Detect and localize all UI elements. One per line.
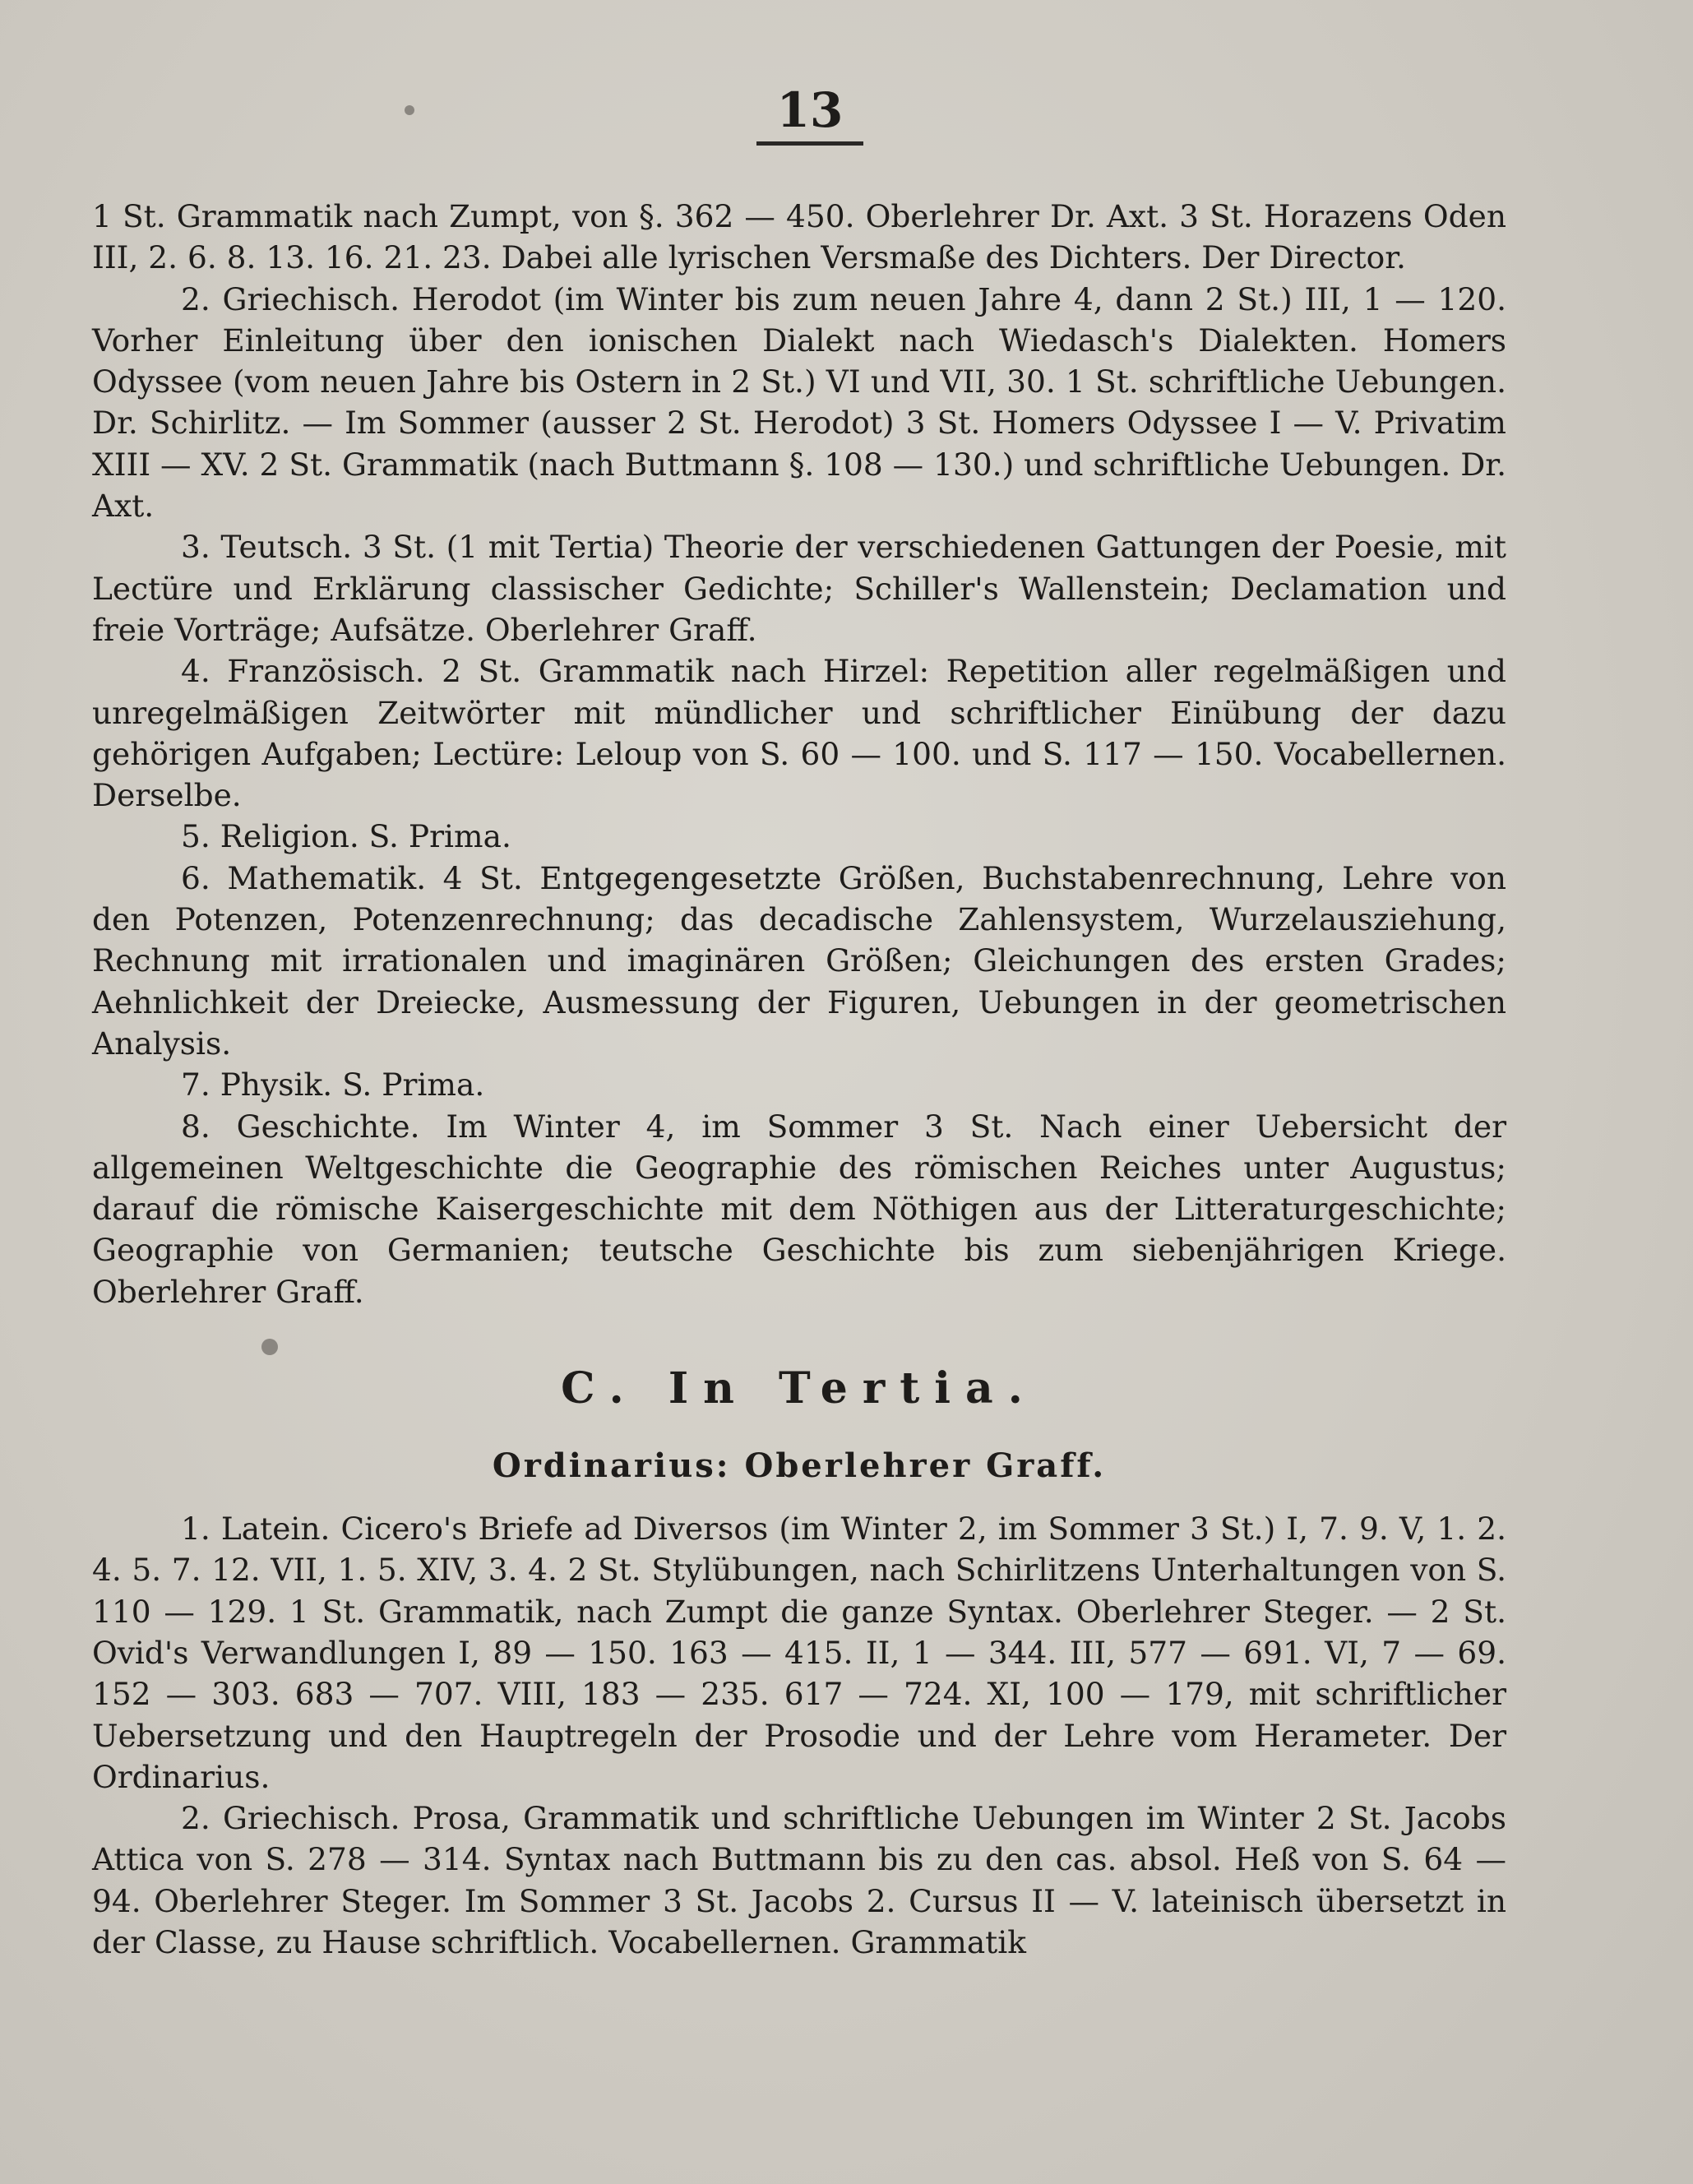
page-number: 13 (756, 82, 863, 146)
paragraph-latin-grammar: 1 St. Grammatik nach Zumpt, von §. 362 — 450. Oberlehrer Dr. Axt. 3 St. Horazens Oden III, 2. 6. 8. 13. 16. 21. 23. Dabei alle lyrischen Versmaße des Dichters. Der Director. (92, 198, 1506, 276)
body-text (92, 196, 1506, 1963)
paragraph-franzoesisch: 4. Französisch. 2 St. Grammatik nach Hirzel: Repetition aller regelmäßigen und unregelmäßigen Zeitwörter mit mündlicher und schriftlicher Einübung der dazu gehörigen Aufgaben; Lectüre: Leloup von S. 60 — 100. und S. 117 — 150. Vocabellernen. Derselbe. (92, 653, 1506, 814)
paragraph-geschichte: 8. Geschichte. Im Winter 4, im Sommer 3 St. Nach einer Uebersicht der allgemeinen Weltgeschichte die Geographie des römischen Reiches unter Augustus; darauf die römische Kaisergeschichte mit dem Nöthigen aus der Litteraturgeschichte; Geographie von Germanien; teutsche Geschichte bis zum siebenjährigen Kriege. Oberlehrer Graff. (92, 1108, 1506, 1310)
section-subheading: Ordinarius: Oberlehrer Graff. (492, 1446, 1107, 1486)
paragraph-teutsch: 3. Teutsch. 3 St. (1 mit Tertia) Theorie der verschiedenen Gattungen der Poesie, mit Lectüre und Erklärung classischer Gedichte; Schiller's Wallenstein; Declamation und freie Vorträge; Aufsätze. Oberlehrer Graff. (92, 529, 1506, 648)
paragraph-religion: 5. Religion. S. Prima. (181, 818, 511, 855)
paragraph-latein-tertia: 1. Latein. Cicero's Briefe ad Diversos (im Winter 2, im Sommer 3 St.) I, 7. 9. V, 1. 2. 4. 5. 7. 12. VII, 1. 5. XIV, 3. 4. 2 St. Stylübungen, nach Schirlitzens Unterhaltungen von S. 110 — 129. 1 St. Grammatik, nach Zumpt die ganze Syntax. Oberlehrer Steger. — 2 St. Ovid's Verwandlungen I, 89 — 150. 163 — 415. II, 1 — 344. III, 577 — 691. VI, 7 — 69. 152 — 303. 683 — 707. VIII, 183 — 235. 617 — 724. XI, 100 — 179, mit schriftlicher Uebersetzung und den Hauptregeln der Prosodie und der Lehre vom Herameter. Der Ordinarius. (92, 1511, 1506, 1795)
paragraph-griechisch: 2. Griechisch. Herodot (im Winter bis zum neuen Jahre 4, dann 2 St.) III, 1 — 120. Vorher Einleitung über den ionischen Dialekt nach Wiedasch's Dialekten. Homers Odyssee (vom neuen Jahre bis Ostern in 2 St.) VI und VII, 30. 1 St. schriftliche Uebungen. Dr. Schirlitz. — Im Sommer (ausser 2 St. Herodot) 3 St. Homers Odyssee I — V. Privatim XIII — XV. 2 St. Grammatik (nach Buttmann §. 108 — 130.) und schriftliche Uebungen. Dr. Axt. (92, 280, 1506, 525)
paragraph-griechisch-tertia: 2. Griechisch. Prosa, Grammatik und schriftliche Uebungen im Winter 2 St. Jacobs Attica von S. 278 — 314. Syntax nach Buttmann bis zu den cas. absol. Heß von S. 64 — 94. Oberlehrer Steger. Im Sommer 3 St. Jacobs 2. Cursus II — V. lateinisch übersetzt in der Classe, zu Hause schriftlich. Vocabellernen. Grammatik (92, 1800, 1506, 1960)
paragraph-mathematik: 6. Mathematik. 4 St. Entgegengesetzte Größen, Buchstabenrechnung, Lehre von den Potenzen, Potenzenrechnung; das decadische Zahlensystem, Wurzelausziehung, Rechnung mit irrationalen und imaginären Größen; Gleichungen des ersten Grades; Aehnlichkeit der Dreiecke, Ausmessung der Figuren, Uebungen in der geometrischen Analysis. (92, 859, 1506, 1062)
section-heading: C. In Tertia. (561, 1363, 1038, 1414)
ink-spot (405, 105, 414, 115)
paragraph-physik: 7. Physik. S. Prima. (181, 1067, 485, 1104)
